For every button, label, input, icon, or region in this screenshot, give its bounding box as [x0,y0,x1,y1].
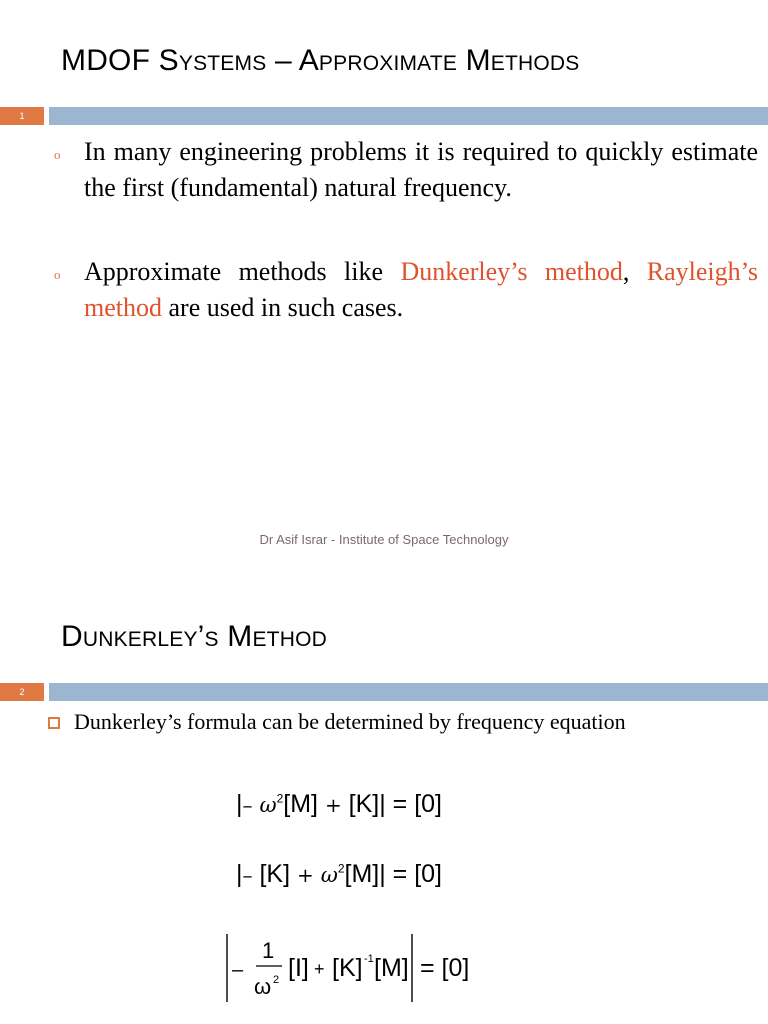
slide-number: 1 [0,107,44,125]
svg-text:2: 2 [273,974,280,986]
bullet-marker-icon: o [54,147,61,162]
svg-text:[I]: [I] [288,954,309,982]
bullet-marker-icon: o [54,267,61,282]
equation-1: |– $\omega^2[M] + [K]| = [0]$ [236,790,442,818]
bullet-text: In many engineering problems it is required to quickly estimate the first (fundamental) natural frequency. [84,137,758,202]
highlight-dunkerley: Dunkerley’s method [400,257,623,286]
equation-2: |– $[K] + \omega^2[M]| = [0]$ [236,860,442,888]
slide-2 [0,592,768,1024]
slide-number-bar [0,683,768,701]
slide-title: MDOF Systems – Approximate Methods [61,44,580,77]
svg-text:1: 1 [262,938,275,963]
bullet-list [48,134,758,374]
title-bar [49,683,768,701]
svg-text:= [0]: = [0] [420,954,470,982]
bullet-text: Dunkerley’s formula can be determined by frequency equation [74,709,626,734]
title-bar [49,107,768,125]
slide-number-bar [0,107,768,125]
bullet-item [48,709,626,735]
square-bullet-icon [48,717,60,729]
svg-text:-1: -1 [364,953,374,965]
svg-text:[K]: [K] [332,954,363,982]
slide-footer: Dr Asif Israr - Institute of Space Technology [259,532,509,547]
highlight-rayleigh: Rayleigh’s method [84,257,758,322]
svg-text:[M]: [M] [374,954,409,982]
slide-number: 2 [0,683,44,701]
bullet-item [48,254,758,326]
equation-3 [222,928,522,1008]
svg-text:–: – [232,959,244,981]
slide-title: Dunkerley’s Method [61,620,327,653]
bullet-text: Approximate methods like Dunkerley’s method, Rayleigh’s method are used in such cases. [84,257,758,322]
bullet-item [48,134,758,206]
svg-text:+: + [314,959,325,979]
svg-text:ω: ω [254,974,272,999]
